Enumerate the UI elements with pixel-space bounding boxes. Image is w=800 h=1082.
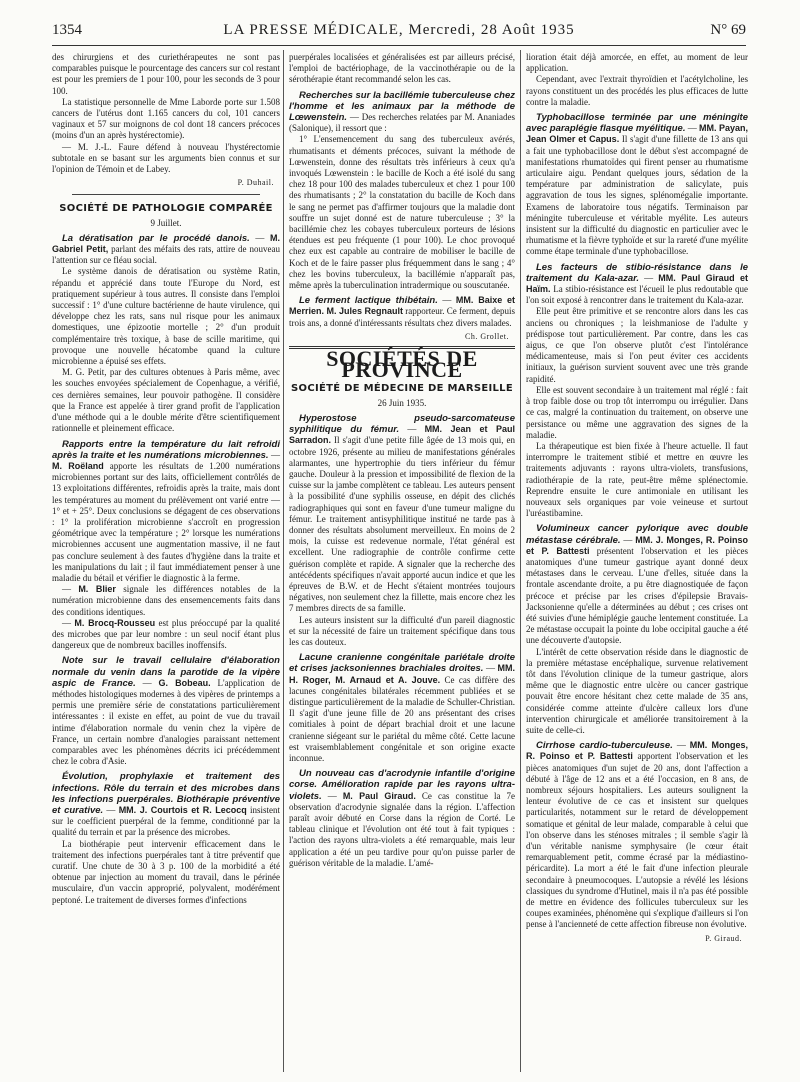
article-title: Le ferment lactique thibétain. (299, 295, 438, 307)
article-author: M. Brocq-Rousseu (74, 617, 156, 628)
paragraph: Cependant, avec l'extrait thyroïdien et l'acétylcholine, les rayons constituent un des procédés les plus efficaces de lutte contre la maladie. (526, 74, 748, 107)
section-banner: SOCIÉTÉS DE PROVINCE (326, 346, 478, 383)
signature: Ch. Grollet. (465, 331, 509, 341)
page-header (52, 22, 746, 44)
article-author: MM. Baixe et Merrien. M. Jules Regnault (289, 295, 516, 317)
article-title: Typhobacillose terminée par une méningite avec paraplégie flasque myélitique. (526, 112, 748, 135)
paragraph: lioration était déjà amorcée, en effet, au moment de leur application. (526, 52, 748, 74)
article-text: présentent l'observation et les pièces anatomiques d'une tumeur gastrique ayant donné deux métastases dans le cerveau. L'une d'elles, située dans la frontale ascendante droite, a pu être diagnostiquée de façon précoce et précise par les crises d'épilepsie Bravais-Jacksonienne qu'elle a déterminées au début ; ces crises ont été suivies d'une hémiplégie gauche lentement constituée. La 2e métastase occupait la pointe du lobe occipital gauche a été une découverte d'autopsie. (526, 545, 749, 646)
article: Recherches sur la bacillémie tuberculeuse chez l'homme et les animaux par la méthode de Lœwenstein. — Des recherches relatées par M. Ananiades (Salonique), il ressort que : (289, 89, 516, 134)
journal-name: LA PRESSE MÉDICALE, (223, 22, 404, 38)
column-1 (52, 52, 280, 906)
article-text: insistent sur le coefficient puerpéral de la femme, conditionné par la qualité du terrain et par la présence des microbes. (52, 805, 281, 838)
article-title: Note sur le travail cellulaire d'élaboration normale du venin dans la parotide de la vipère aspic de France. (52, 655, 280, 689)
article: Les facteurs de stibio-résistance dans le traitement du Kala-azar. — MM. Paul Giraud et Haïm. La stibio-résistance est l'écueil le plus redoutable que l'on soit exposé à rencontrer dans le traitement du Kala-azar. (526, 261, 749, 306)
issue-number: N° 69 (710, 22, 746, 38)
article-author: MM. Paul Giraud et Haïm. (526, 272, 749, 295)
paragraph: Le système danois de dératisation ou système Ratin, répandu et apprécié dans toute l'Europe du Nord, est pratiquement supérieur à tous autres. Il consiste dans l'emploi successif : 1° d'une culture bactérienne de haute virulence, qui développe chez les rats, sans nul risque pour les animaux domestiques, une épizootie mortelle ; 2° d'un produit complémentaire très toxique, à base de scille maritime, qui provoque une nouvelle hécatombe quand la culture microbienne a épuisé ses effets. (52, 266, 280, 367)
article: Le ferment lactique thibétain. — MM. Baixe et Merrien. M. Jules Regnault rapporteur. Ce ferment, depuis trois ans, a donné d'intéressants résultats chez divers malades. (289, 295, 516, 328)
article-text: Il s'agit d'une petite fille âgée de 13 mois qui, en octobre 1926, présente au milieu de manifestations générales alarmantes, une hypertrophie du tiers inférieur du fémur gauche. Douleur à la pression et impossibilité de flexion de la cuisse sur la jambe complètent ce tableau. Les auteurs pensent à la possibilité d'une syphilis osseuse, en dépit des clichés radiographiques qui sont en faveur d'une tumeur maligne du fémur. Le traitement antisyphilitique institué ne tarde pas à donner des résultats absolument merveilleux. En moins de 2 mois, la cuisse est redevenue normale, l'état général est excellent. Une radiographie de contrôle confirme cette guérison complète et rapide. A signaler que la recherche des antécédents spécifiques n'avait apporté aucun indice et que les épreuves de B.W. et de Hecht s'étaient montrées toujours négatives, non seulement chez la fillette, mais encore chez les 7 membres directs de sa famille. (289, 435, 516, 614)
article-title: Hyperostose pseudo-sarcomateuse syphilitique du fémur. (289, 412, 515, 436)
article: Volumineux cancer pylorique avec double métastase cérébrale. — MM. J. Monges, R. Poinso et P. Battesti présentent l'observation et les pièces anatomiques d'une tumeur gastrique ayant donné deux métastases dans le cerveau. L'une d'elles, située dans la frontale ascendante droite, a pu être diagnostiquée de façon précoce et précise par les crises d'épilepsie Bravais-Jacksonienne qu'elle a déterminées au début ; ces crises ont été suivies d'une hémiplégie gauche lentement constituée. La 2e métastase occupait la pointe du lobe occipital gauche a été une découverte d'autopsie. (526, 523, 749, 646)
article: Rapports entre la température du lait refroidi après la traite et les numérations microbiennes. — M. Roëland apporte les résultats de 1.200 numérations microbiennes portant sur des laits, officiellement contrôlés de 13 exploitations différentes, refroidis après la traite, mais dont les températures au moment du prélèvement ont varié entre — 1° et + 25°. Deux conclusions se dégagent de ces observations : 1° la prolifération microbienne s'accroît en progression géométrique avec la température ; 2° lorsque les numérations microbiennes accusent une augmentation massive, il ne faut pas conclure seulement à des fautes d'hygiène dans la traite et les manipulations du lait ; il faut immédiatement penser à une maladie du bétail et vérifier le diagnostic à la ferme. (52, 438, 281, 583)
article-text: signale les différences notables de la numération microbienne dans des ensemencements faits dans des conditions identiques. (52, 584, 280, 617)
signature: P. Giraud. (705, 933, 742, 943)
paragraph: La statistique personnelle de Mme Laborde porte sur 1.508 cancers de l'utérus dont 1.165 cancers du col, 101 cancers vaginaux et 57 sur moignons de col dont 18 cancers précoces (moins d'un an après hystérectomie). (52, 96, 280, 141)
article-author: G. Bobeau. (158, 677, 211, 688)
column-divider (283, 50, 284, 1072)
article-author: MM. Monges, R. Poinso et P. Battesti (526, 740, 748, 762)
article: Note sur le travail cellulaire d'élaboration normale du venin dans la parotide de la vipère aspic de France. — G. Bobeau. L'application de méthodes histologiques modernes à des vipères de printemps a permis une première série de constatations particulièrement intéressantes : il existe en effet, au point de vue du travail intime d'élaboration normale du venin chez la vipère de France, un certain nombre d'analogies paraissant nettement comparables avec les phénomènes décrits ici précédemment chez le cobra d'Asie. (52, 655, 280, 767)
paragraph: 1° L'ensemencement du sang des tuberculeux avérés, rhumatisants et déments précoces, suivant la méthode de Lœwenstein, donne des résultats très inférieurs à ceux qu'a invoqués Lœwenstein : le bacille de Koch a été isolé du sang chez 18 pour 100 des malades tuberculeux et chez 1 pour 100 des rhumatisants ; 2° la constatation du bacille de Koch dans le sang ne permet pas d'affirmer toujours que la maladie dont souffre un sujet donné est de nature tuberculeuse ; 3° la bacillémie chez les cobayes tuberculeux porteurs de lésions étendues est peu fréquente (1 pour 100). Le choc provoqué chez eux est capable au contraire de mobiliser le bacille de Koch et de le faire passer plus fréquemment dans le sang ; 4° chez les bovins tuberculeux, la bacillémie n'apparaît pas, même après la tuberculination intradermique ou souscutanée. (289, 134, 515, 291)
column-2 (289, 52, 515, 869)
article-title: Cirrhose cardio-tuberculeuse. (536, 740, 673, 752)
divider (72, 194, 260, 195)
article: Un nouveau cas d'acrodynie infantile d'origine corse. Amélioration rapide par les rayons ultra-violets. — M. Paul Giraud. Ce cas constitue la 7e observation d'acrodynie signalée dans la région. L'affection paraît avoir débuté en Corse dans la région de Corté. Le tableau clinique et l'évolution ont été tout à fait typiques : l'action des rayons ultra-violets a été remarquable, mais leur application a été un peu tardive pour qu'on puisse parler de guérison véritable de la maladie. L'amé- (289, 768, 516, 868)
article: Typhobacillose terminée par une méningite avec paraplégie flasque myélitique. — MM. Payan, Jean Olmer et Capus. Il s'agit d'une fillette de 13 ans qui a fait une typhobacillose dont le début s'est accompagné de manifestations rhumatoïdes qui firent penser au rhumatisme articulaire aigu. Pendant quelques jours, sédation de la température par administration de salicylate, puis aggravation de tous les signes, splénomégalie importante. Examens de laboratoire tous négatifs. Terminaison par méningite tuberculeuse et véritable myélite. Les auteurs insistent sur la difficulté du diagnostic en particulier avec le rhumatisme et la fièvre typhoïde et sur la rareté d'une myélite comme étape terminale d'une typhobacillose. (526, 112, 749, 257)
article-text: La stibio-résistance est l'écueil le plus redoutable que l'on soit exposé à rencontrer dans le traitement du Kala-azar. (526, 284, 749, 306)
article-text: apportent l'observation et les pièces anatomiques d'un sujet de 20 ans, dont l'affection a débuté à l'âge de 12 ans et a été l'occasion, en 8 ans, de nombreux séjours hospitaliers. Les auteurs soulignent la lenteur évolutive de ce cas et insistent sur quelques particularités, notamment sur le retard de développement somatique et génital de leur malade, comparable à celui que l'on observe dans les sténoses mitrales ; il semble s'agir là d'un véritable nanisme symphysaire (le cœur était remarquablement petit, comme écrasé par la médiastino-péricardite). La mort a été le fait d'une infection pleurale secondaire à pneumocoques. L'autopsie a révélé les lésions classiques du syndrome d'Hutinel, mais il n'a pas été possible de mettre en évidence des follicules tuberculeux sur les coupes examinées, phénomène qui s'explique d'ailleurs si l'on pense à l'ancienneté de cette affection fibreuse non évolutive. (526, 751, 749, 930)
paragraph: — M. J.-L. Faure défend à nouveau l'hystérectomie subtotale en se basant sur les arguments bien connus et sur l'opinion de Témoin et de Labey. (52, 141, 280, 175)
section-heading: SOCIÉTÉ DE MÉDECINE DE MARSEILLE (291, 383, 513, 395)
article-author: MM. J. Monges, R. Poinso et P. Battesti (526, 534, 748, 556)
article: Lacune cranienne congénitale pariétale droite et crises jacksoniennes brachiales droites. — MM. H. Roger, M. Arnaud et A. Jouve. Ce cas diffère des lacunes congénitales bilatérales récemment publiées et se distingue particulièrement de la maladie de Schuller-Christian. Il s'agit d'une jeune fille de 20 ans présentant des crises comitiales à point de départ brachial droit et une lacune cranienne siégeant sur le pariétal du même côté. Cette lacune est vraisemblablement congénitale et son origine exacte inconnue. (289, 652, 515, 763)
paragraph: La thérapeutique est bien fixée à l'heure actuelle. Il faut interrompre le traitement stibié et mettre en œuvre les traitements adjuvants : rayons ultra-violets, transfusions, radiothérapie de la rate, peut-être même splénectomie. Reprendre ensuite le cure antimoniale en utilisant les nouveaux sels organiques par voie veineuse et surtout l'uréastibamine. (526, 440, 748, 519)
article-title: Les facteurs de stibio-résistance dans le traitement du Kala-azar. (526, 261, 748, 284)
journal-title (52, 22, 746, 39)
article-text: Ce cas constitue la 7e observation d'acrodynie signalée dans la région. L'affection paraît avoir débuté en Corse dans la région de Corté. Le tableau clinique et l'évolution ont été tout à fait typiques : l'action des rayons ultra-violets a été remarquable, mais leur application a été un peu tardive pour qu'on puisse parler de guérison véritable de la maladie. L'amé- (289, 790, 516, 868)
paragraph: des chirurgiens et des curiethérapeutes ne sont pas comparables puisque le pourcentage des cancers sur col restant est pour les premiers de 1 pour 100, pour les seconds de 3 pour 100. (52, 52, 280, 96)
article-text: Des recherches relatées par M. Ananiades (Salonique), il ressort que : (289, 112, 516, 134)
article-author: MM. Jean et Paul Sarradon. (289, 424, 515, 446)
article-text: L'application de méthodes histologiques modernes à des vipères de printemps a permis une première série de constatations particulièrement intéressantes : il existe en effet, au point de vue du travail intime d'élaboration normale du venin chez la vipère de France, un certain nombre d'analogies paraissant nettement comparables avec les phénomènes décrits ici précédemment chez le cobra d'Asie. (52, 677, 280, 767)
paragraph: — M. Brocq-Rousseu est plus préoccupé par la qualité des microbes que par leur nombre : un seul nocif étant plus dangereux que de nombreux bacilles inoffensifs. (52, 617, 281, 651)
article-title: Rapports entre la température du lait refroidi après la traite et les numérations microbiennes. (52, 438, 280, 461)
article-text: Il s'agit d'une fillette de 13 ans qui a fait une typhobacillose dont le début s'est accompagné de manifestations rhumatoïdes qui firent penser au rhumatisme articulaire aigu. Pendant quelques jours, sédation de la température par administration de salicylate, puis aggravation de tous les signes, splénomégalie importante. Examens de laboratoire tous négatifs. Terminaison par méningite tuberculeuse et véritable myélite. Les auteurs insistent sur la difficulté du diagnostic en particulier avec le rhumatisme et la fièvre typhoïde et sur la rareté d'une myélite comme étape terminale d'une typhobacillose. (526, 134, 749, 257)
article-title: Lacune cranienne congénitale pariétale droite et crises jacksoniennes brachiales droites. (289, 652, 515, 675)
article-title: Recherches sur la bacillémie tuberculeuse chez l'homme et les animaux par la méthode de Lœwenstein. (289, 89, 515, 124)
section-heading: SOCIÉTÉ DE PATHOLOGIE COMPARÉE (59, 203, 273, 215)
article-text: est plus préoccupé par la qualité des microbes que par leur nombre : un seul nocif étant plus dangereux que de nombreux bacilles inoffensifs. (52, 617, 281, 651)
session-date: 26 Juin 1935. (377, 397, 427, 408)
article: Hyperostose pseudo-sarcomateuse syphilitique du fémur. — MM. Jean et Paul Sarradon. Il s'agit d'une petite fille âgée de 13 mois qui, en octobre 1926, présente au milieu de manifestations générales alarmantes, une hypertrophie du tiers inférieur du fémur gauche. Douleur à la pression et impossibilité de flexion de la cuisse sur la jambe complètent ce tableau. Les auteurs pensent à la possibilité d'une syphilis osseuse, en dépit des clichés radiographiques qui sont en faveur d'une tumeur maligne du fémur. Le traitement antisyphilitique institué ne tarde pas à donner des résultats absolument merveilleux. En moins de 2 mois, la cuisse est redevenue normale, l'état général est excellent. Une radiographie de contrôle confirme cette guérison complète et rapide. A signaler que la recherche des antécédents spécifiques n'avait apporté aucun indice et que les épreuves de B.W. et de Hecht s'étaient montrées toujours négatives, non seulement chez la fillette, mais encore chez les 7 membres directs de sa famille. (289, 412, 516, 614)
article-author: M. Roëland (52, 460, 104, 471)
paragraph: L'intérêt de cette observation réside dans le diagnostic de la première métastase encéphalique, survenue relativement tôt dans l'évolution clinique de la tumeur gastrique, alors même que le diagnostic entre ulcère ou cancer gastrique pouvait être encore hésitant chez cette malade de 35 ans, considérée comme atteinte d'ulcère calleux lors d'une intervention chirurgicale et améliorée transitoirement à la suite de celle-ci. (526, 646, 748, 735)
paragraph: — M. Blier signale les différences notables de la numération microbienne dans des ensemencements faits dans des conditions identiques. (52, 584, 280, 617)
article-title: Évolution, prophylaxie et traitement des infections. Rôle du terrain et des microbes dans les infections puerpérales. Biothérapie préventive et curative. (52, 771, 280, 816)
paragraph: La biothérapie peut intervenir efficacement dans le traitement des infections puerpérales tant à titre préventif que curatif. Une chute de 30 à 3 p. 100 de la morbidité a été obtenue par injection au moment du travail, dans le périnée musculaire, d'un vaccin approprié, polyvalent, modérément peptoné. Le traitement de diverses formes d'infections (52, 838, 280, 905)
article-text: apporte les résultats de 1.200 numérations microbiennes portant sur des laits, officiellement contrôlés de 13 exploitations différentes, refroidis après la traite, mais dont les températures au moment du prélèvement ont varié entre — 1° et + 25°. Deux conclusions se dégagent de ces observations : 1° la prolifération microbienne s'accroît en progression géométrique avec la température ; 2° lorsque les numérations microbiennes accusent une augmentation massive, il ne faut pas conclure seulement à des fautes d'hygiène dans la traite et les manipulations du lait ; il faut immédiatement penser à une maladie du bétail et vérifier le diagnostic à la ferme. (52, 460, 281, 583)
signature: P. Duhail. (237, 178, 274, 188)
paragraph: Les auteurs insistent sur la difficulté d'un pareil diagnostic et sur la nécessité de faire un traitement spécifique dans tous les cas douteux. (289, 614, 515, 647)
article-text: parlant des méfaits des rats, attire de nouveau l'attention sur ce fléau social. (52, 244, 280, 266)
session-date: 9 Juillet. (150, 217, 182, 228)
article-author: MM. H. Roger, M. Arnaud et A. Jouve. (289, 663, 515, 685)
article-author: M. Paul Giraud. (342, 790, 416, 801)
paragraph: Elle peut être primitive et se rencontre alors dans les cas anciens ou chroniques ; la leishmaniose de l'adulte y prédispose tout particulièrement. Par contre, dans les cas aigus, ce que l'on observe plutôt c'est l'intolérance médicamenteuse, mais si l'on peut éviter ces accidents initiaux, la guérison survient souvent avec une très grande rapidité. (526, 306, 748, 384)
column-3 (526, 52, 748, 948)
article-text: rapporteur. Ce ferment, depuis trois ans, a donné d'intéressants résultats chez divers malades. (289, 306, 515, 328)
article: Cirrhose cardio-tuberculeuse. — MM. Monges, R. Poinso et P. Battesti apportent l'observation et les pièces anatomiques d'un sujet de 20 ans, dont l'affection a débuté à l'âge de 12 ans et a été l'occasion, en 8 ans, de nombreux séjours hospitaliers. Les auteurs soulignent la lenteur évolutive de ce cas et insistent sur quelques particularités, notamment sur le retard de développement somatique et génital de leur malade, comparable à celui que l'on observe dans les sténoses mitrales ; il semble s'agir là d'un véritable nanisme symphysaire (le cœur était remarquablement petit, comme écrasé par la médiastino-péricardite). La mort a été le fait d'une infection pleurale secondaire à pneumocoques. L'autopsie a révélé les lésions classiques du syndrome d'Hutinel, mais il n'a pas été possible de mettre en évidence des follicules tuberculeux sur les coupes examinées, phénomène qui s'explique d'ailleurs si l'on pense à l'ancienneté de cette affection fibreuse non évolutive. (526, 740, 749, 930)
column-divider (520, 50, 521, 1072)
article-author: M. Gabriel Petit, (52, 232, 281, 255)
header-rule (52, 45, 746, 46)
article-author: MM. Payan, Jean Olmer et Capus. (526, 123, 748, 145)
article: Évolution, prophylaxie et traitement des infections. Rôle du terrain et des microbes dans les infections puerpérales. Biothérapie préventive et curative. — MM. J. Courtois et R. Lecocq insistent sur le coefficient puerpéral de la femme, conditionné par la qualité du terrain et par la présence des microbes. (52, 771, 281, 838)
issue-date: Mercredi, 28 Août 1935 (408, 22, 575, 38)
paragraph: puerpérales localisées et généralisées est par ailleurs précisé, l'emploi de bactériophage, de la vaccinothérapie ou de la sérothérapie étant recommandé selon les cas. (289, 52, 515, 85)
article-title: La dératisation par le procédé danois. (62, 232, 250, 244)
article-author: M. Blier (78, 584, 116, 595)
article-title: Un nouveau cas d'acrodynie infantile d'origine corse. Amélioration rapide par les rayons ultra-violets. (289, 768, 515, 802)
page-number: 1354 (52, 22, 82, 38)
paragraph: M. G. Petit, par des cultures obtenues à Paris même, avec les souches envoyées spécialement de Copenhague, a vérifié, ces dernières semaines, leur pouvoir pathogène. Il considère que la France est appelée à tirer grand profit de l'application d'une méthode qui a le double mérite d'être scientifiquement rationnelle et pleinement efficace. (52, 367, 280, 434)
article-text: Ce cas diffère des lacunes congénitales bilatérales récemment publiées et se distingue particulièrement de la maladie de Schuller-Christian. Il s'agit d'une jeune fille de 20 ans présentant des crises comitiales à point de départ brachial droit et une lacune cranienne siégeant sur le pariétal du même côté. Cette lacune est vraisemblablement congénitale et son origine exacte inconnue. (289, 674, 515, 763)
article-title: Volumineux cancer pylorique avec double métastase cérébrale. (526, 523, 748, 546)
article: La dératisation par le procédé danois. — M. Gabriel Petit, parlant des méfaits des rats, attire de nouveau l'attention sur ce fléau social. (52, 232, 281, 266)
article-author: MM. J. Courtois et R. Lecocq (118, 805, 247, 815)
paragraph: Elle est souvent secondaire à un traitement mal réglé : fait à trop faible dose ou trop tôt interrompu ou irrégulier. Dans ce cas, malgré la continuation du traitement, on observe une persistance ou même une aggravation des signes de la maladie. (526, 384, 748, 440)
